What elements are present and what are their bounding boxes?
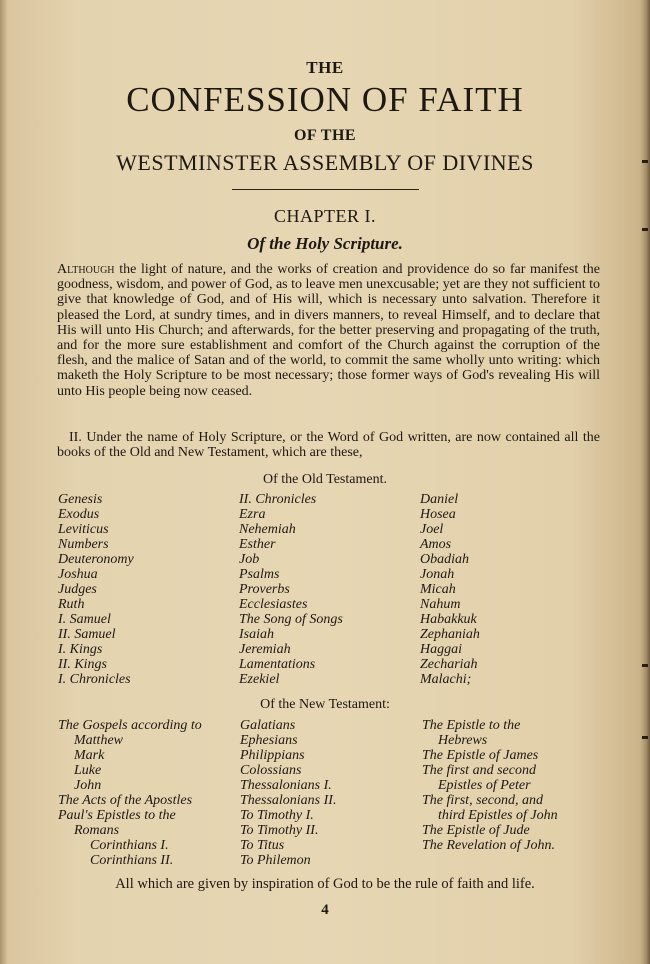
book-name: Luke bbox=[74, 763, 102, 778]
header-the: THE bbox=[306, 58, 344, 77]
book-name: Joel bbox=[420, 522, 444, 537]
book-name: Romans bbox=[74, 823, 120, 838]
book-name: Ezra bbox=[239, 507, 266, 522]
book-name: The first, second, and bbox=[422, 793, 543, 808]
book-name: The Epistle of Jude bbox=[422, 823, 530, 838]
binding-mark bbox=[642, 664, 648, 667]
binding-mark bbox=[642, 228, 648, 231]
book-name: Hebrews bbox=[438, 733, 488, 748]
paragraph-2 bbox=[57, 430, 600, 460]
book-name: The Revelation of John. bbox=[422, 838, 555, 853]
new-testament-column-1 bbox=[58, 718, 202, 868]
page-number: 4 bbox=[321, 902, 329, 918]
book-name: Zechariah bbox=[420, 657, 478, 672]
book-name: The first and second bbox=[422, 763, 536, 778]
header-assembly: WESTMINSTER ASSEMBLY OF DIVINES bbox=[116, 150, 534, 175]
page-title: CONFESSION OF FAITH bbox=[126, 80, 524, 119]
paragraph-2-text: II. Under the name of Holy Scripture, or the Word of God written, are now contained all the books of the Old and New Testament, which are these, bbox=[57, 430, 600, 461]
paragraph-1-lead: Although bbox=[57, 262, 115, 277]
paragraph-1 bbox=[57, 262, 600, 399]
book-name: Genesis bbox=[58, 492, 103, 507]
old-testament-heading: Of the Old Testament. bbox=[263, 472, 387, 487]
book-name: The Gospels according to bbox=[58, 718, 202, 733]
book-name: Philippians bbox=[240, 748, 305, 763]
book-name: Deuteronomy bbox=[58, 552, 134, 567]
book-name: Ezekiel bbox=[239, 672, 280, 687]
book-name: Esther bbox=[239, 537, 276, 552]
book-name: Ruth bbox=[58, 597, 85, 612]
book-name: Proverbs bbox=[239, 582, 290, 597]
closing-statement: All which are given by inspiration of God to be the rule of faith and life. bbox=[115, 876, 535, 892]
book-name: I. Chronicles bbox=[58, 672, 131, 687]
book-name: Mark bbox=[74, 748, 105, 763]
header-of-the: OF THE bbox=[293, 127, 357, 144]
new-testament-heading: Of the New Testament: bbox=[260, 697, 390, 712]
book-name: Daniel bbox=[420, 492, 459, 507]
book-name: Nehemiah bbox=[239, 522, 296, 537]
book-name: Thessalonians II. bbox=[240, 793, 337, 808]
book-name: Job bbox=[239, 552, 260, 567]
book-name: Thessalonians I. bbox=[240, 778, 332, 793]
book-name: I. Samuel bbox=[58, 612, 111, 627]
book-name: Habakkuk bbox=[420, 612, 477, 627]
book-name: Exodus bbox=[58, 507, 100, 522]
book-name: Corinthians II. bbox=[90, 853, 174, 868]
book-name: To Philemon bbox=[240, 853, 311, 868]
book-name: Galatians bbox=[240, 718, 296, 733]
book-name: Judges bbox=[58, 582, 97, 597]
title-divider bbox=[232, 189, 419, 190]
book-name: John bbox=[74, 778, 102, 793]
book-name: Joshua bbox=[58, 567, 98, 582]
chapter-heading: CHAPTER I. bbox=[273, 206, 376, 226]
book-name: Matthew bbox=[74, 733, 123, 748]
paragraph-1-text: the light of nature, and the works of creation and providence do so far manifest the goodness, wisdom, and power of God, as to leave men unexcusable; yet are they not sufficient to give that knowledge of God, and of His will, which is necessary unto salvation. Therefore it pleased the Lord, at sundry times, and in divers manners, to reveal Himself, and to declare that His will unto His Church; and afterwards, for the better preserving and propagating of the truth, and for the more sure establishment and comfort of the Church against the corruption of the flesh, and the malice of Satan and of the world, to commit the same wholly unto writing: which maketh the Holy Scripture to be most necessary; those former ways of God's revealing His will unto His people being now ceased. bbox=[57, 262, 600, 399]
book-name: Malachi; bbox=[420, 672, 472, 687]
book-name: II. Samuel bbox=[58, 627, 116, 642]
book-name: Paul's Epistles to the bbox=[58, 808, 176, 823]
new-testament-column-3 bbox=[422, 718, 558, 853]
book-name: Leviticus bbox=[58, 522, 109, 537]
book-name: Corinthians I. bbox=[90, 838, 169, 853]
book-name: I. Kings bbox=[58, 642, 103, 657]
book-name: Ephesians bbox=[240, 733, 298, 748]
book-name: The Epistle to the bbox=[422, 718, 521, 733]
book-name: Amos bbox=[420, 537, 452, 552]
book-name: The Song of Songs bbox=[239, 612, 343, 627]
book-name: Obadiah bbox=[420, 552, 469, 567]
new-testament-column-2 bbox=[240, 718, 336, 868]
book-name: Micah bbox=[420, 582, 456, 597]
book-name: The Epistle of James bbox=[422, 748, 539, 763]
book-name: Jonah bbox=[420, 567, 455, 582]
old-testament-column-2 bbox=[239, 492, 343, 687]
book-name: The Acts of the Apostles bbox=[58, 793, 193, 808]
book-name: To Timothy II. bbox=[240, 823, 319, 838]
book-name: Numbers bbox=[58, 537, 109, 552]
book-name: Zephaniah bbox=[420, 627, 480, 642]
book-name: Psalms bbox=[239, 567, 280, 582]
old-testament-column-1 bbox=[58, 492, 134, 687]
chapter-subtitle: Of the Holy Scripture. bbox=[247, 234, 403, 253]
book-name: To Timothy I. bbox=[240, 808, 314, 823]
binding-mark bbox=[642, 736, 648, 739]
book-name: Hosea bbox=[420, 507, 456, 522]
old-testament-column-3 bbox=[420, 492, 480, 687]
book-name: Isaiah bbox=[239, 627, 274, 642]
book-name: Haggai bbox=[420, 642, 462, 657]
book-name: Jeremiah bbox=[239, 642, 291, 657]
book-name: II. Chronicles bbox=[239, 492, 317, 507]
book-name: Epistles of Peter bbox=[438, 778, 531, 793]
book-name: Ecclesiastes bbox=[239, 597, 308, 612]
book-name: third Epistles of John bbox=[438, 808, 558, 823]
book-name: II. Kings bbox=[58, 657, 107, 672]
book-name: To Titus bbox=[240, 838, 285, 853]
book-name: Nahum bbox=[420, 597, 461, 612]
book-name: Lamentations bbox=[239, 657, 316, 672]
book-name: Colossians bbox=[240, 763, 302, 778]
